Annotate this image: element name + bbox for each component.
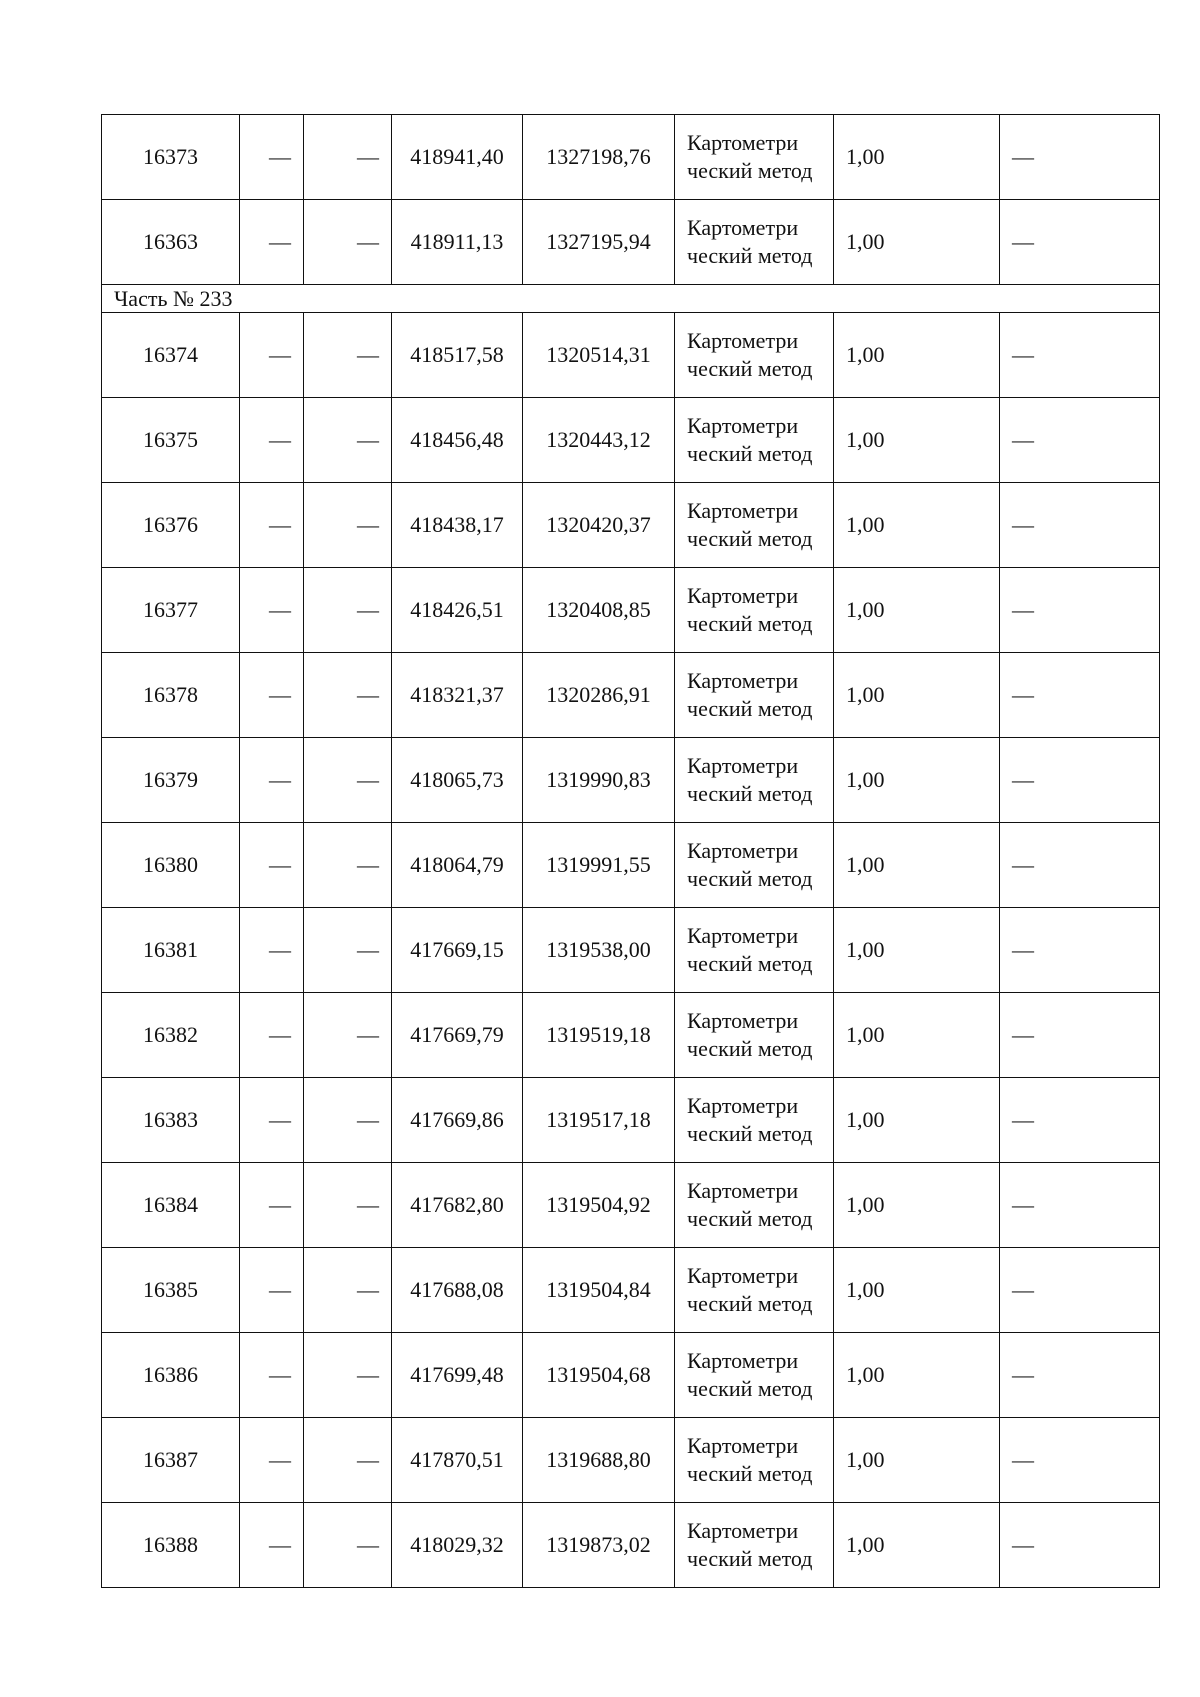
table-row xyxy=(102,653,1160,738)
method-cell: Картометри ческий метод xyxy=(675,653,834,738)
empty-value-cell: — xyxy=(304,1248,392,1333)
method-cell: Картометри ческий метод xyxy=(675,398,834,483)
accuracy-cell: 1,00 xyxy=(834,398,1000,483)
table-row xyxy=(102,568,1160,653)
accuracy-cell: 1,00 xyxy=(834,200,1000,285)
empty-value-cell: — xyxy=(240,823,304,908)
point-number-cell: 16375 xyxy=(102,398,240,483)
x-coordinate-cell: 418065,73 xyxy=(392,738,523,823)
method-cell: Картометри ческий метод xyxy=(675,738,834,823)
description-cell: — xyxy=(1000,993,1160,1078)
method-cell: Картометри ческий метод xyxy=(675,313,834,398)
description-cell: — xyxy=(1000,908,1160,993)
empty-value-cell: — xyxy=(240,908,304,993)
empty-value-cell: — xyxy=(304,398,392,483)
y-coordinate-cell: 1319991,55 xyxy=(523,823,675,908)
y-coordinate-cell: 1320408,85 xyxy=(523,568,675,653)
description-cell: — xyxy=(1000,1418,1160,1503)
empty-value-cell: — xyxy=(304,313,392,398)
accuracy-cell: 1,00 xyxy=(834,115,1000,200)
table-row xyxy=(102,313,1160,398)
point-number-cell: 16386 xyxy=(102,1333,240,1418)
point-number-cell: 16378 xyxy=(102,653,240,738)
description-cell: — xyxy=(1000,1503,1160,1588)
empty-value-cell: — xyxy=(304,200,392,285)
y-coordinate-cell: 1319688,80 xyxy=(523,1418,675,1503)
x-coordinate-cell: 418911,13 xyxy=(392,200,523,285)
x-coordinate-cell: 418941,40 xyxy=(392,115,523,200)
point-number-cell: 16382 xyxy=(102,993,240,1078)
x-coordinate-cell: 418426,51 xyxy=(392,568,523,653)
method-cell: Картометри ческий метод xyxy=(675,200,834,285)
empty-value-cell: — xyxy=(304,1333,392,1418)
part-label: Часть № 233 xyxy=(102,285,1160,313)
empty-value-cell: — xyxy=(240,1078,304,1163)
method-cell: Картометри ческий метод xyxy=(675,1163,834,1248)
table-row xyxy=(102,908,1160,993)
y-coordinate-cell: 1319504,68 xyxy=(523,1333,675,1418)
point-number-cell: 16376 xyxy=(102,483,240,568)
point-number-cell: 16383 xyxy=(102,1078,240,1163)
y-coordinate-cell: 1320420,37 xyxy=(523,483,675,568)
description-cell: — xyxy=(1000,398,1160,483)
x-coordinate-cell: 418456,48 xyxy=(392,398,523,483)
accuracy-cell: 1,00 xyxy=(834,568,1000,653)
y-coordinate-cell: 1319873,02 xyxy=(523,1503,675,1588)
x-coordinate-cell: 418438,17 xyxy=(392,483,523,568)
x-coordinate-cell: 418517,58 xyxy=(392,313,523,398)
accuracy-cell: 1,00 xyxy=(834,653,1000,738)
description-cell: — xyxy=(1000,738,1160,823)
description-cell: — xyxy=(1000,823,1160,908)
table-row xyxy=(102,1503,1160,1588)
empty-value-cell: — xyxy=(304,993,392,1078)
empty-value-cell: — xyxy=(240,993,304,1078)
description-cell: — xyxy=(1000,313,1160,398)
accuracy-cell: 1,00 xyxy=(834,1078,1000,1163)
method-cell: Картометри ческий метод xyxy=(675,115,834,200)
x-coordinate-cell: 417669,79 xyxy=(392,993,523,1078)
accuracy-cell: 1,00 xyxy=(834,908,1000,993)
description-cell: — xyxy=(1000,483,1160,568)
empty-value-cell: — xyxy=(304,115,392,200)
method-cell: Картометри ческий метод xyxy=(675,993,834,1078)
y-coordinate-cell: 1327198,76 xyxy=(523,115,675,200)
accuracy-cell: 1,00 xyxy=(834,1248,1000,1333)
method-cell: Картометри ческий метод xyxy=(675,568,834,653)
empty-value-cell: — xyxy=(240,200,304,285)
empty-value-cell: — xyxy=(304,823,392,908)
y-coordinate-cell: 1320443,12 xyxy=(523,398,675,483)
accuracy-cell: 1,00 xyxy=(834,738,1000,823)
empty-value-cell: — xyxy=(304,908,392,993)
empty-value-cell: — xyxy=(240,313,304,398)
table-body xyxy=(102,115,1160,1588)
method-cell: Картометри ческий метод xyxy=(675,1503,834,1588)
method-cell: Картометри ческий метод xyxy=(675,1333,834,1418)
empty-value-cell: — xyxy=(240,1163,304,1248)
point-number-cell: 16384 xyxy=(102,1163,240,1248)
table-row xyxy=(102,115,1160,200)
y-coordinate-cell: 1327195,94 xyxy=(523,200,675,285)
table-row xyxy=(102,1078,1160,1163)
y-coordinate-cell: 1319538,00 xyxy=(523,908,675,993)
x-coordinate-cell: 417699,48 xyxy=(392,1333,523,1418)
accuracy-cell: 1,00 xyxy=(834,483,1000,568)
empty-value-cell: — xyxy=(304,568,392,653)
x-coordinate-cell: 417688,08 xyxy=(392,1248,523,1333)
empty-value-cell: — xyxy=(304,738,392,823)
x-coordinate-cell: 417682,80 xyxy=(392,1163,523,1248)
point-number-cell: 16377 xyxy=(102,568,240,653)
method-cell: Картометри ческий метод xyxy=(675,823,834,908)
method-cell: Картометри ческий метод xyxy=(675,1418,834,1503)
empty-value-cell: — xyxy=(240,398,304,483)
table-row xyxy=(102,398,1160,483)
empty-value-cell: — xyxy=(304,1078,392,1163)
y-coordinate-cell: 1319517,18 xyxy=(523,1078,675,1163)
description-cell: — xyxy=(1000,1163,1160,1248)
accuracy-cell: 1,00 xyxy=(834,1503,1000,1588)
description-cell: — xyxy=(1000,1078,1160,1163)
x-coordinate-cell: 417870,51 xyxy=(392,1418,523,1503)
x-coordinate-cell: 418064,79 xyxy=(392,823,523,908)
point-number-cell: 16381 xyxy=(102,908,240,993)
point-number-cell: 16380 xyxy=(102,823,240,908)
description-cell: — xyxy=(1000,568,1160,653)
empty-value-cell: — xyxy=(304,1163,392,1248)
point-number-cell: 16374 xyxy=(102,313,240,398)
point-number-cell: 16385 xyxy=(102,1248,240,1333)
method-cell: Картометри ческий метод xyxy=(675,1248,834,1333)
y-coordinate-cell: 1320514,31 xyxy=(523,313,675,398)
x-coordinate-cell: 418321,37 xyxy=(392,653,523,738)
table-row xyxy=(102,993,1160,1078)
table-row xyxy=(102,823,1160,908)
table-row xyxy=(102,1418,1160,1503)
accuracy-cell: 1,00 xyxy=(834,823,1000,908)
accuracy-cell: 1,00 xyxy=(834,313,1000,398)
empty-value-cell: — xyxy=(304,483,392,568)
coordinates-table xyxy=(101,114,1160,1588)
point-number-cell: 16387 xyxy=(102,1418,240,1503)
y-coordinate-cell: 1319990,83 xyxy=(523,738,675,823)
empty-value-cell: — xyxy=(240,653,304,738)
point-number-cell: 16379 xyxy=(102,738,240,823)
part-header-row xyxy=(102,285,1160,313)
y-coordinate-cell: 1319504,92 xyxy=(523,1163,675,1248)
point-number-cell: 16363 xyxy=(102,200,240,285)
empty-value-cell: — xyxy=(240,738,304,823)
x-coordinate-cell: 418029,32 xyxy=(392,1503,523,1588)
empty-value-cell: — xyxy=(240,1333,304,1418)
empty-value-cell: — xyxy=(240,568,304,653)
y-coordinate-cell: 1320286,91 xyxy=(523,653,675,738)
y-coordinate-cell: 1319504,84 xyxy=(523,1248,675,1333)
table-row xyxy=(102,738,1160,823)
point-number-cell: 16388 xyxy=(102,1503,240,1588)
accuracy-cell: 1,00 xyxy=(834,1418,1000,1503)
empty-value-cell: — xyxy=(240,1418,304,1503)
empty-value-cell: — xyxy=(240,1503,304,1588)
table-row xyxy=(102,1163,1160,1248)
empty-value-cell: — xyxy=(304,1503,392,1588)
point-number-cell: 16373 xyxy=(102,115,240,200)
table-row xyxy=(102,483,1160,568)
description-cell: — xyxy=(1000,1248,1160,1333)
method-cell: Картометри ческий метод xyxy=(675,908,834,993)
description-cell: — xyxy=(1000,115,1160,200)
accuracy-cell: 1,00 xyxy=(834,993,1000,1078)
description-cell: — xyxy=(1000,200,1160,285)
x-coordinate-cell: 417669,15 xyxy=(392,908,523,993)
accuracy-cell: 1,00 xyxy=(834,1333,1000,1418)
x-coordinate-cell: 417669,86 xyxy=(392,1078,523,1163)
empty-value-cell: — xyxy=(304,653,392,738)
table-row xyxy=(102,1333,1160,1418)
description-cell: — xyxy=(1000,1333,1160,1418)
empty-value-cell: — xyxy=(240,1248,304,1333)
empty-value-cell: — xyxy=(240,115,304,200)
empty-value-cell: — xyxy=(240,483,304,568)
empty-value-cell: — xyxy=(304,1418,392,1503)
description-cell: — xyxy=(1000,653,1160,738)
table-row xyxy=(102,1248,1160,1333)
accuracy-cell: 1,00 xyxy=(834,1163,1000,1248)
table-row xyxy=(102,200,1160,285)
y-coordinate-cell: 1319519,18 xyxy=(523,993,675,1078)
method-cell: Картометри ческий метод xyxy=(675,1078,834,1163)
method-cell: Картометри ческий метод xyxy=(675,483,834,568)
